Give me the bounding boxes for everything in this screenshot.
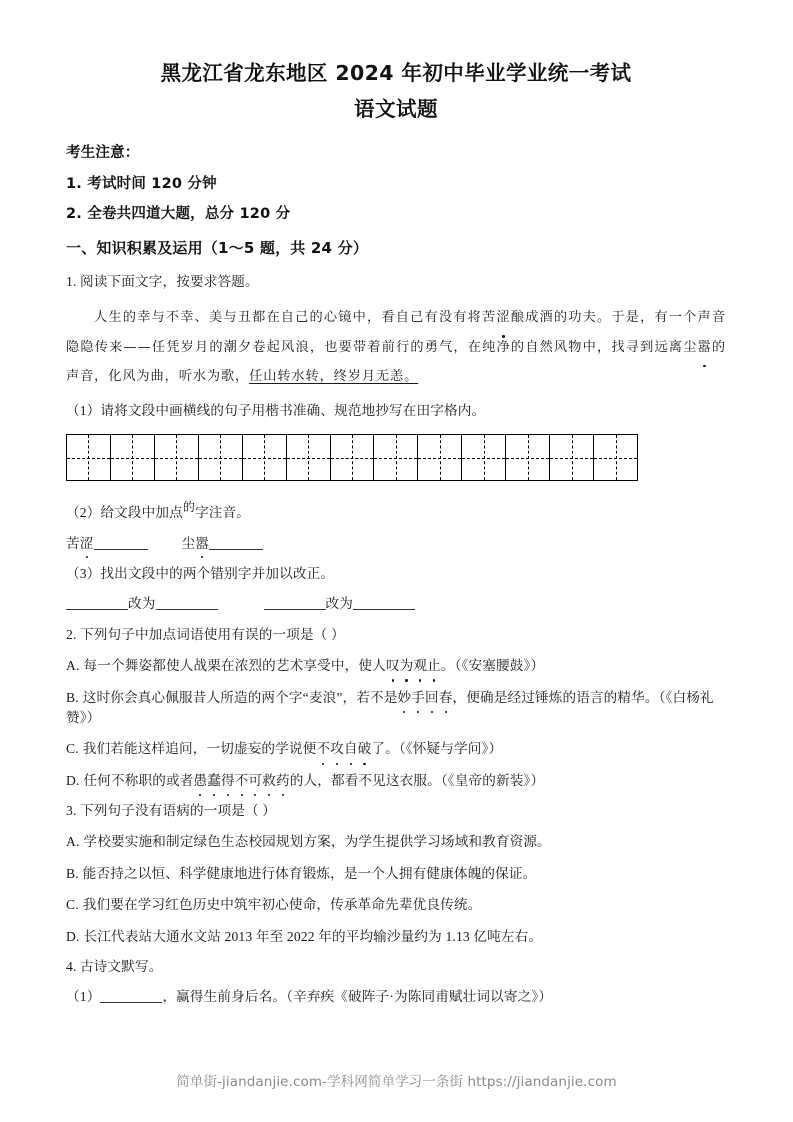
emphasis-char: 药	[276, 771, 290, 791]
question-4-stem: 4. 古诗文默写。	[66, 958, 163, 974]
option-label: B.	[66, 865, 79, 881]
option-pre: 每一个舞姿都使人战栗在浓烈的艺术享受中，使人	[83, 658, 386, 674]
tianzige-cell[interactable]	[594, 435, 637, 480]
option-label: A.	[66, 658, 80, 674]
change-label-2: 改为	[325, 596, 353, 612]
change-label-1: 改为	[128, 596, 156, 612]
option-post: 了。（《怀疑与学问》）	[371, 741, 503, 757]
tianzige-cell[interactable]	[155, 435, 199, 480]
option-text: 长江代表站大通水文站 2013 年至 2022 年的平均输沙量约为 1.13 亿吨左右。	[83, 928, 543, 944]
question-1-sub-1-prompt: （1）请将文段中画横线的句子用楷书准确、规范地抄写在田字格内。	[66, 403, 486, 419]
option-label: D.	[66, 772, 80, 788]
tianzige-cell[interactable]	[111, 435, 155, 480]
emphasis-char: 止	[427, 656, 441, 676]
correction-blank-1b[interactable]	[156, 596, 218, 611]
emphasis-char: 可	[248, 771, 262, 791]
question-1-passage	[66, 303, 726, 392]
page-content	[66, 58, 726, 1019]
emphasis-char: 叹	[386, 656, 400, 676]
question-3-option-c[interactable]	[66, 895, 726, 915]
emphasis-char: 得	[221, 771, 235, 791]
emphasis-char: 攻	[330, 739, 344, 759]
option-pre: 我们若能这样追问，一切虚妄的学说便	[82, 741, 317, 757]
question-3-option-b[interactable]	[66, 864, 726, 884]
item-text: ，赢得生前身后名。（辛弃疾《破阵子·为陈同甫赋壮词以寄之》）	[162, 989, 553, 1005]
correction-blank-2a[interactable]	[264, 596, 326, 611]
sub-2-prompt-b: 字注音。	[195, 505, 251, 521]
option-label: D.	[66, 928, 80, 944]
emphasis-char-xiao: 嚣	[698, 333, 712, 363]
item-prefix: （1）	[66, 989, 101, 1005]
question-1-sub-3-prompt: （3）找出文段中的两个错别字并加以改正。	[66, 566, 335, 582]
passage-underlined-sentence: 任山转水转，终岁月无恙。	[249, 369, 419, 385]
option-label: C.	[66, 741, 79, 757]
emphasis-char: 不	[316, 739, 330, 759]
question-3-stem: 3. 下列句子没有语病的一项是（ ）	[66, 803, 277, 819]
tianzige-grid[interactable]	[66, 434, 638, 481]
section-one-heading: 一、知识积累及运用（1～5 题，共 24 分）	[66, 238, 369, 257]
option-dotted-phrase	[316, 741, 371, 756]
pinyin-word-1: 苦涩	[66, 536, 94, 551]
correction-blank-1a[interactable]	[66, 596, 128, 611]
option-dotted-phrase	[386, 658, 441, 673]
passage-part-3: 的声音，化风为曲，听水为歌，	[66, 339, 726, 385]
question-2-stem: 2. 下列句子中加点词语使用有误的一项是（ ）	[66, 626, 345, 642]
tianzige-cell[interactable]	[67, 435, 111, 480]
tianzige-cell[interactable]	[374, 435, 418, 480]
question-3-option-a[interactable]	[66, 832, 726, 852]
recitation-blank-1[interactable]	[100, 989, 162, 1004]
correction-blank-2b[interactable]	[353, 596, 415, 611]
option-pre: 任何不称职的或者	[83, 772, 194, 788]
option-post: 的人，都看不见这衣服。（《皇帝的新装》）	[289, 772, 545, 788]
question-1-sub-3-answers	[66, 595, 726, 613]
emphasis-char: 破	[358, 739, 372, 759]
option-dotted-phrase	[193, 773, 289, 788]
question-2-option-b[interactable]	[66, 688, 726, 729]
emphasis-char: 妙	[398, 688, 412, 708]
option-text: 学校要实施和制定绿色生态校园规划方案，为学生提供学习场域和教育资源。	[83, 834, 551, 850]
option-label: C.	[66, 897, 79, 913]
pinyin-word-2: 尘嚣	[182, 536, 210, 551]
document-title: 黑龙江省龙东地区 2024 年初中毕业学业统一考试	[160, 61, 632, 85]
emphasis-char-se: 涩	[496, 303, 510, 333]
emphasis-char: 蠢	[207, 771, 221, 791]
option-dotted-phrase	[398, 690, 453, 705]
option-text: 能否持之以恒、科学健康地进行体育锻炼，是一个人拥有健康体魄的保证。	[82, 865, 537, 881]
option-label: B.	[66, 689, 79, 705]
emphasis-char: 不	[235, 771, 249, 791]
emphasis-char: 观	[413, 656, 427, 676]
tianzige-cell[interactable]	[462, 435, 506, 480]
candidate-notice	[66, 145, 726, 223]
notice-item-1: 1. 考试时间 120 分钟	[66, 175, 217, 192]
question-3-option-d[interactable]	[66, 927, 726, 947]
question-2-option-c[interactable]	[66, 739, 726, 759]
document-subtitle: 语文试题	[354, 96, 438, 121]
emphasis-char: 手	[411, 688, 425, 708]
notice-heading: 考生注意：	[66, 145, 140, 162]
passage-part-1: 人生的幸与不幸、美与丑都在自己的心镜中，看自己有没有将苦	[93, 309, 497, 325]
option-pre: 这时你会真心佩服昔人所造的两个字“麦浪”，若不是	[82, 689, 398, 705]
question-1-sub-2-answers	[66, 535, 726, 553]
footer-watermark: 简单街-jiandanjie.com-学科网简单学习一条街 https://jiandanjie.com	[176, 1074, 617, 1090]
emphasis-char: 春	[439, 688, 453, 708]
tianzige-cell[interactable]	[418, 435, 462, 480]
tianzige-cell[interactable]	[550, 435, 594, 480]
tianzige-cell[interactable]	[287, 435, 331, 480]
question-1-stem: 1. 阅读下面文字，按要求答题。	[66, 273, 259, 289]
option-text: 我们要在学习红色历史中筑牢初心使命，传承革命先辈优良传统。	[82, 897, 482, 913]
question-4-item-1	[66, 988, 726, 1006]
emphasis-char: 自	[344, 739, 358, 759]
emphasis-char: 为	[400, 656, 414, 676]
sub-2-superscript-de: 的	[182, 500, 196, 515]
tianzige-cell[interactable]	[331, 435, 375, 480]
question-1-sub-2-prompt	[66, 499, 726, 522]
emphasis-char-se-2: 涩	[80, 535, 94, 553]
emphasis-char: 回	[425, 688, 439, 708]
emphasis-char-xiao-2: 嚣	[195, 535, 209, 553]
emphasis-char: 愚	[193, 771, 207, 791]
pinyin-blank-1[interactable]	[94, 535, 148, 550]
notice-item-2: 2. 全卷共四道大题，总分 120 分	[66, 206, 291, 223]
passage-part-2: 酿成酒的功夫。于是，有一个声音隐隐传来——任凭岁月的潮夕卷起风浪，也要带着前行的勇气，在纯净的自然风物中，找寻到远离尘	[66, 309, 726, 355]
sub-2-prompt-a: （2）给文段中加点	[66, 505, 183, 521]
tianzige-cell[interactable]	[506, 435, 550, 480]
question-2-option-d[interactable]	[66, 771, 726, 791]
question-2-option-a[interactable]	[66, 656, 726, 676]
tianzige-grid-wrapper	[66, 434, 726, 481]
tianzige-cell[interactable]	[243, 435, 287, 480]
option-label: A.	[66, 834, 80, 850]
option-post: ，便确是经过锤炼的语言的精华。（《白杨礼赞》）	[66, 689, 714, 725]
option-post: 。（《安塞腰鼓》）	[440, 658, 545, 674]
tianzige-cell[interactable]	[199, 435, 243, 480]
pinyin-blank-2[interactable]	[209, 535, 263, 550]
emphasis-char: 救	[262, 771, 276, 791]
